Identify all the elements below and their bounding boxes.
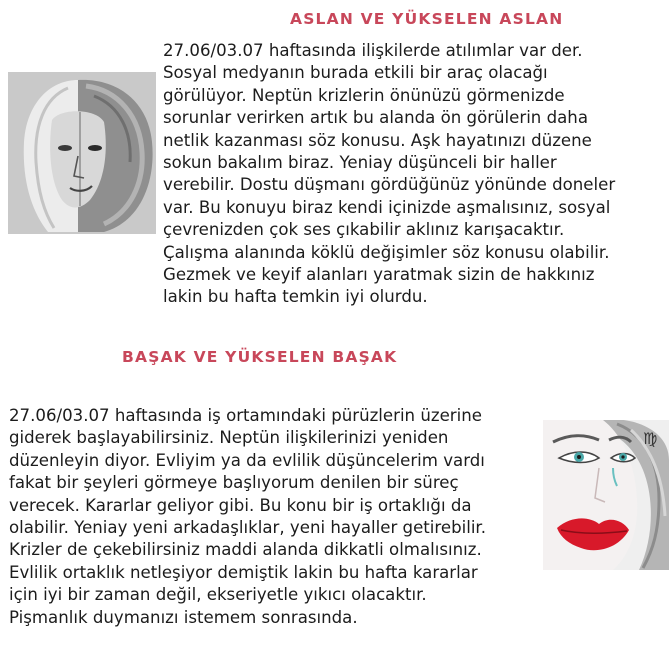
text-line: Evlilik ortaklık netleşiyor demiştik lakin bu hafta kararlar	[9, 562, 478, 582]
text-line: sorunlar verirken artık bu alanda ön görülerin daha	[163, 108, 588, 128]
text-line: için iyi bir zaman değil, ekseriyetle yıkıcı olacaktır.	[9, 585, 427, 605]
text-line: Çalışma alanında köklü değişimler söz konusu olabilir.	[163, 242, 610, 262]
text-line: çevrenizden çok ses çıkabilir aklınız karışacaktır.	[163, 220, 565, 240]
text-line: var. Bu konuyu biraz kendi içinizde aşmalısınız, sosyal	[163, 197, 611, 217]
virgo-woman-icon	[543, 420, 669, 570]
text-line: verebilir. Dostu düşmanı gördüğünüz yönünde doneler	[163, 175, 616, 195]
text-line: verecek. Kararlar geliyor gibi. Bu konu bir iş ortaklığı da	[9, 495, 472, 515]
text-line: fakat bir şeyleri görmeye başlıyorum denilen bir süreç	[9, 473, 459, 493]
text-line: Sosyal medyanın burada etkili bir araç olacağı	[163, 63, 548, 83]
text-line: 27.06/03.07 haftasında ilişkilerde atılımlar var der.	[163, 41, 583, 60]
text-line: giderek başlayabilirsiniz. Neptün ilişkilerinizi yeniden	[9, 428, 449, 448]
text-line: 27.06/03.07 haftasında iş ortamındaki pürüzlerin üzerine	[9, 406, 482, 425]
text-line: düzenleyin diyor. Evliyim ya da evlilik düşüncelerim vardı	[9, 450, 485, 470]
section-text-virgo	[9, 405, 486, 629]
svg-text:♍: ♍	[643, 429, 658, 448]
text-line: Pişmanlık duymanızı istemem sonrasında.	[9, 607, 358, 627]
text-line: Krizler de çekebilirsiniz maddi alanda dikkatli olmalısınız.	[9, 540, 482, 560]
text-line: Gezmek ve keyif alanları yaratmak sizin de hakkınız	[163, 265, 595, 285]
text-line: lakin bu hafta temkin iyi olurdu.	[163, 287, 428, 307]
section-text-leo	[163, 40, 615, 309]
text-line: olabilir. Yeniay yeni arkadaşlıklar, yeni hayaller getirebilir.	[9, 518, 487, 538]
lion-woman-icon	[8, 72, 156, 234]
section-heading-virgo: BAŞAK VE YÜKSELEN BAŞAK	[122, 348, 398, 366]
section-heading-leo: ASLAN VE YÜKSELEN ASLAN	[290, 10, 564, 28]
text-line: görülüyor. Neptün krizlerin önünüzü görmenizde	[163, 85, 565, 105]
text-line: netlik kazanması söz konusu. Aşk hayatınızı düzene	[163, 130, 592, 150]
text-line: sokun bakalım biraz. Yeniay düşünceli bir haller	[163, 153, 557, 173]
